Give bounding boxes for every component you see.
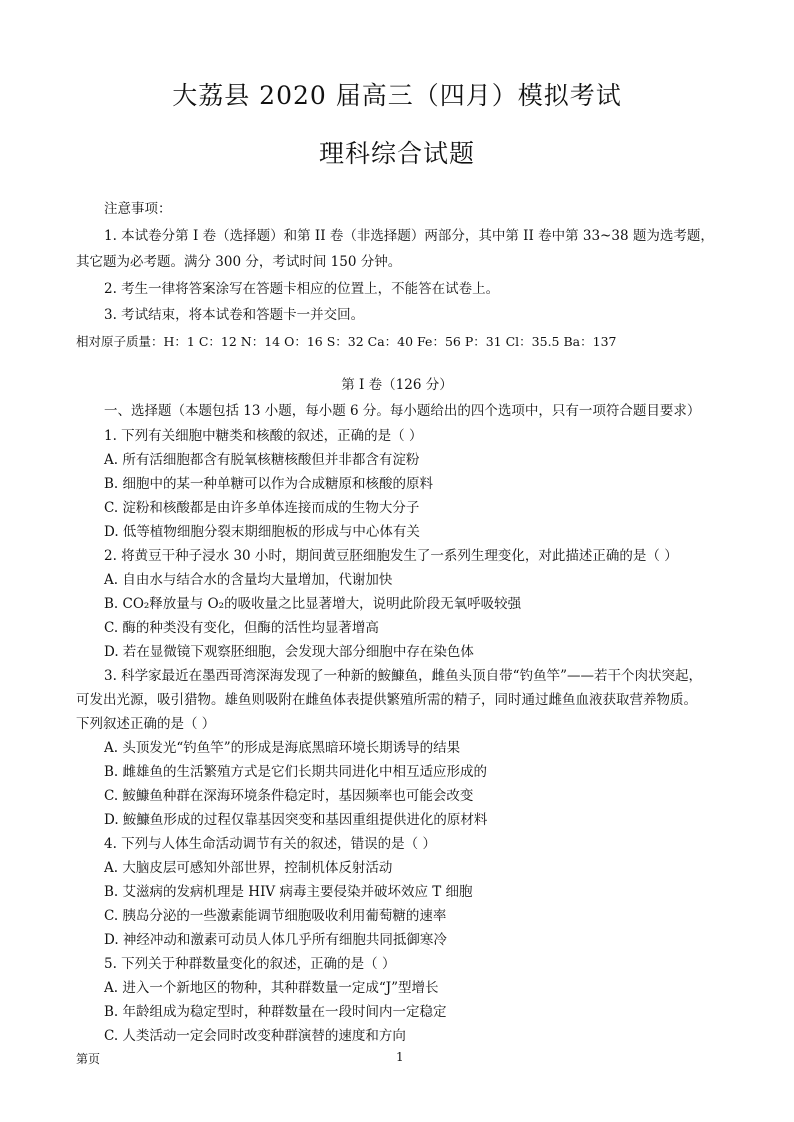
notice-item-3: 3. 考试结束，将本试卷和答题卡一并交回。 <box>104 307 365 323</box>
question-4-option-a: A. 大脑皮层可感知外部世界，控制机体反射活动 <box>104 860 393 876</box>
question-2-option-a: A. 自由水与结合水的含量均大量增加，代谢加快 <box>104 572 393 588</box>
question-5-stem: 5. 下列关于种群数量变化的叙述，正确的是（ ） <box>104 956 396 972</box>
notice-item-2: 2. 考生一律将答案涂写在答题卡相应的位置上，不能答在试卷上。 <box>104 281 500 297</box>
question-4-option-b: B. 艾滋病的发病机理是 HIV 病毒主要侵染并破坏效应 T 细胞 <box>104 884 473 900</box>
question-3-option-c: C. 鮟鱇鱼种群在深海环境条件稳定时，基因频率也可能会改变 <box>104 788 474 804</box>
question-4-option-d: D. 神经冲动和激素可动员人体几乎所有细胞共同抵御寒冷 <box>104 932 447 948</box>
question-3-option-d: D. 鮟鱇鱼形成的过程仅靠基因突变和基因重组提供进化的原材料 <box>104 812 488 828</box>
section-description: 一、选择题（本题包括 13 小题，每小题 6 分。每小题给出的四个选项中，只有一项符合题目要求） <box>104 403 701 419</box>
question-1-option-a: A. 所有活细胞都含有脱氧核糖核酸但并非都含有淀粉 <box>104 452 420 468</box>
question-4-stem: 4. 下列与人体生命活动调节有关的叙述，错误的是（ ） <box>104 836 436 852</box>
question-4-option-c: C. 胰岛分泌的一些激素能调节细胞吸收利用葡萄糖的速率 <box>104 908 447 924</box>
question-5-option-c: C. 人类活动一定会同时改变种群演替的速度和方向 <box>104 1028 406 1044</box>
page-number: 1 <box>396 1050 404 1064</box>
question-3-stem: 3. 科学家最近在墨西哥湾深海发现了一种新的鮟鱇鱼，雌鱼头顶自带“钓鱼竿”——若干个肉状突起， <box>104 668 702 684</box>
notice-item-1-cont: 其它题为必考题。满分 300 分，考试时间 150 分钟。 <box>76 254 402 270</box>
notice-item-1: 1. 本试卷分第 I 卷（选择题）和第 II 卷（非选择题）两部分，其中第 II 卷中第 33~38 题为选考题， <box>104 228 714 244</box>
question-5-option-a: A. 进入一个新地区的物种，其种群数量一定成“J”型增长 <box>104 980 439 996</box>
question-3-stem-cont-2: 下列叙述正确的是（ ） <box>76 716 216 732</box>
exam-title: 大荔县 2020 届高三（四月）模拟考试 <box>172 81 622 110</box>
question-1-option-c: C. 淀粉和核酸都是由许多单体连接而成的生物大分子 <box>104 500 420 516</box>
question-1-stem: 1. 下列有关细胞中糖类和核酸的叙述，正确的是（ ） <box>104 428 423 444</box>
question-2-stem: 2. 将黄豆干种子浸水 30 小时，期间黄豆胚细胞发生了一系列生理变化，对此描述正确的是（ ） <box>104 548 678 564</box>
question-2-option-c: C. 酶的种类没有变化，但酶的活性均显著增高 <box>104 620 379 636</box>
atomic-mass-line: 相对原子质量：H：1 C：12 N：14 O：16 S：32 Ca：40 Fe：56 P：31 Cl：35.5 Ba：137 <box>76 334 617 349</box>
footer-label: 第页 <box>76 1052 101 1066</box>
question-1-option-b: B. 细胞中的某一种单糖可以作为合成糖原和核酸的原料 <box>104 476 434 492</box>
question-3-stem-cont-1: 可发出光源，吸引猎物。雄鱼则吸附在雌鱼体表提供繁殖所需的精子，同时通过雌鱼血液获取营养物质。 <box>76 692 697 708</box>
notice-heading: 注意事项： <box>104 201 172 217</box>
question-1-option-d: D. 低等植物细胞分裂末期细胞板的形成与中心体有关 <box>104 524 420 540</box>
question-3-option-b: B. 雌雄鱼的生活繁殖方式是它们长期共同进化中相互适应形成的 <box>104 764 488 780</box>
question-5-option-b: B. 年龄组成为稳定型时，种群数量在一段时间内一定稳定 <box>104 1004 447 1020</box>
question-3-option-a: A. 头顶发光“钓鱼竿”的形成是海底黑暗环境长期诱导的结果 <box>104 740 461 756</box>
exam-subtitle: 理科综合试题 <box>318 139 475 168</box>
question-2-option-d: D. 若在显微镜下观察胚细胞，会发现大部分细胞中存在染色体 <box>104 644 474 660</box>
question-2-option-b: B. CO₂释放量与 O₂的吸收量之比显著增大，说明此阶段无氧呼吸较强 <box>104 596 522 612</box>
section-title: 第 I 卷（126 分） <box>341 377 453 393</box>
